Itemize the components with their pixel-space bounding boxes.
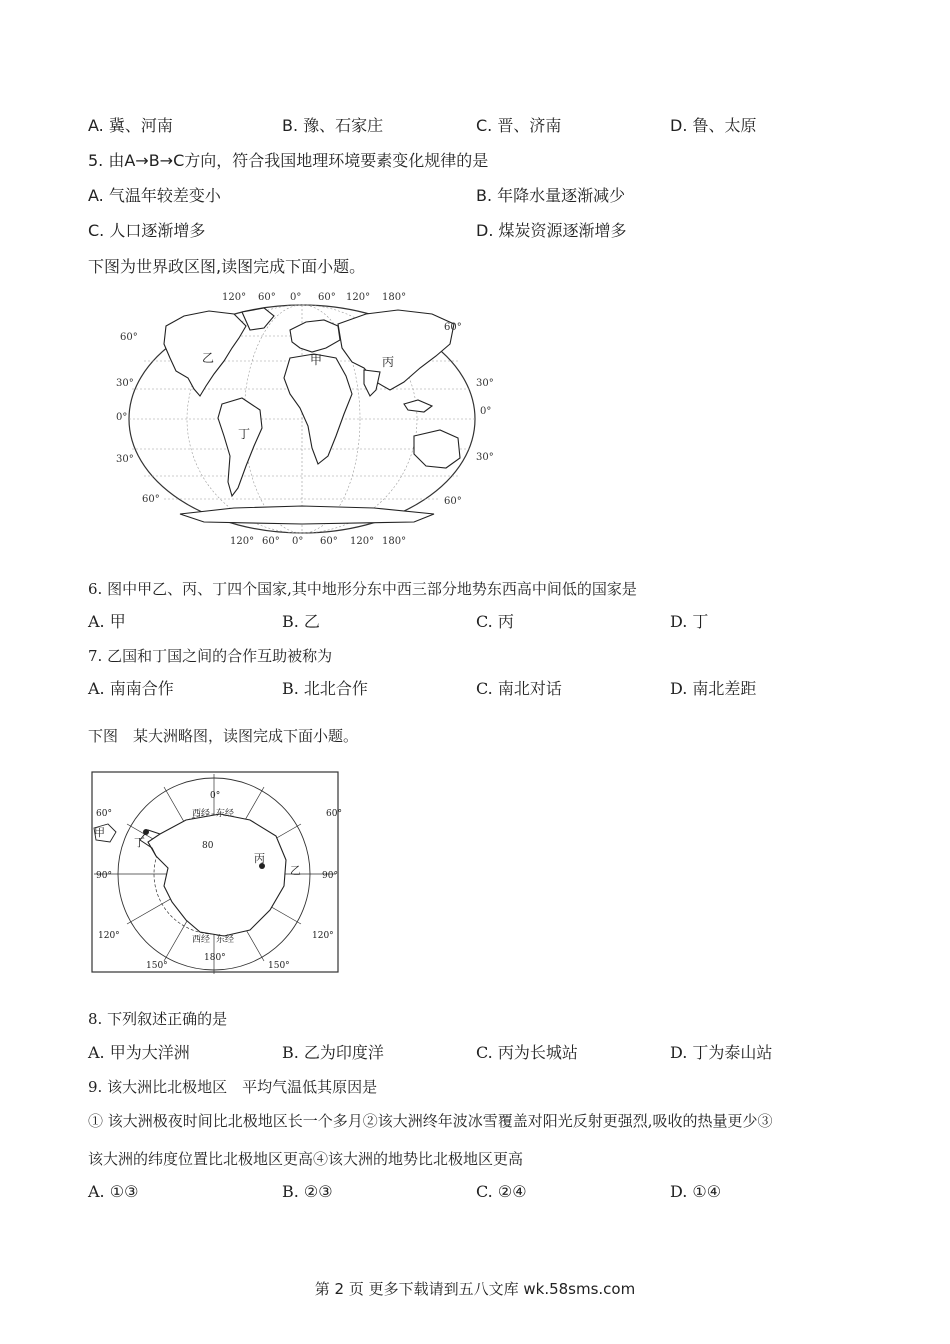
right-lat-label: 30° [476,452,494,463]
q8-option-b: B. 乙为印度洋 [282,1043,384,1062]
q9-statement-line-2: 该大洲的纬度位置比北极地区更高④该大洲的地势比北极地区更高 [88,1150,524,1168]
meridian-label: 90° [322,871,338,881]
q4-option-c: C. 晋、济南 [476,116,562,135]
q6-option-d: D. 丁 [670,612,709,631]
meridian-label: 180° [204,953,226,963]
q5-option-c: C. 人口逐渐增多 [88,221,206,240]
bottom-lon-label: 120° [350,536,375,547]
country-label-yi: 乙 [202,351,215,365]
top-lon-label: 120° [346,292,371,303]
country-label-ding: 丁 [238,427,251,441]
country-label-bing: 丙 [382,355,395,369]
place-label-yi: 乙 [290,864,301,877]
bottom-lon-label: 60° [262,536,280,547]
q4-option-a: A. 冀、河南 [88,116,173,135]
left-lat-label: 60° [142,494,160,505]
hemisphere-label: 西经 [192,935,211,945]
left-lat-label: 60° [120,332,138,343]
q9-statement-line-1: ① 该大洲极夜时间比北极地区长一个多月②该大洲终年波冰雪覆盖对阳光反射更强烈,吸收的热量更少③ [88,1112,773,1130]
meridian-label: 60° [326,809,342,819]
meridian-label: 0° [210,791,221,801]
q6-option-a: A. 甲 [88,612,126,631]
bottom-lon-label: 180° [382,536,407,547]
place-label-bing: 丙 [254,852,265,865]
q9-option-a: A. ①③ [88,1182,139,1201]
meridian-label: 150° [146,961,168,971]
page-footer: 第 2 页 更多下载请到五八文库 wk.58sms.com [314,1280,636,1298]
q4-option-d: D. 鲁、太原 [670,116,757,135]
meridian-label: 120° [312,931,334,941]
q6-stem: 6. 图中甲乙、丙、丁四个国家,其中地形分东中西三部分地势东西高中间低的国家是 [88,580,637,598]
q9-option-c: C. ②④ [476,1182,527,1201]
hemisphere-label: 东经 [216,809,235,819]
q9-option-d: D. ①④ [670,1182,722,1201]
left-lat-label: 30° [116,454,134,465]
top-lon-label: 120° [222,292,247,303]
right-lat-label: 60° [444,496,462,507]
q4-option-b: B. 豫、石家庄 [282,116,384,135]
q9-option-b: B. ②③ [282,1182,333,1201]
left-lat-label: 0° [116,412,128,423]
bottom-lon-label: 60° [320,536,338,547]
q7-stem: 7. 乙国和丁国之间的合作互助被称为 [88,647,333,665]
q9-stem: 9. 该大洲比北极地区 平均气温低其原因是 [88,1078,378,1096]
place-label-jia: 甲 [94,826,105,839]
right-lat-label: 0° [480,406,492,417]
hemisphere-label: 东经 [216,935,235,945]
q8-option-d: D. 丁为泰山站 [670,1043,773,1062]
top-lon-label: 60° [258,292,276,303]
meridian-label: 60° [96,809,112,819]
hemisphere-label: 西经 [192,809,211,819]
q5-option-b: B. 年降水量逐渐减少 [476,186,626,205]
top-lon-label: 180° [382,292,407,303]
continent-map-intro: 下图 某大洲略图，读图完成下面小题。 [88,727,359,745]
latitude-circle-label: 80 [202,841,214,851]
q6-option-b: B. 乙 [282,612,320,631]
antarctica-polar-map [90,770,342,976]
world-political-map [114,286,508,556]
q7-option-b: B. 北北合作 [282,679,368,698]
right-lat-label: 30° [476,378,494,389]
world-map-intro: 下图为世界政区图,读图完成下面小题。 [88,257,366,276]
top-lon-label: 60° [318,292,336,303]
left-lat-label: 30° [116,378,134,389]
q7-option-d: D. 南北差距 [670,679,757,698]
q8-option-a: A. 甲为大洋洲 [88,1043,190,1062]
place-label-ding: 丁 [134,836,145,849]
q5-option-d: D. 煤炭资源逐渐增多 [476,221,627,240]
meridian-label: 120° [98,931,120,941]
bottom-lon-label: 0° [292,536,304,547]
meridian-label: 150° [268,961,290,971]
bottom-lon-label: 120° [230,536,255,547]
q8-stem: 8. 下列叙述正确的是 [88,1010,228,1028]
right-lat-label: 60° [444,322,462,333]
q7-option-c: C. 南北对话 [476,679,562,698]
q5-option-a: A. 气温年较差变小 [88,186,221,205]
country-label-jia: 甲 [310,353,323,367]
q5-stem: 5. 由A→B→C方向，符合我国地理环境要素变化规律的是 [88,151,489,170]
q7-option-a: A. 南南合作 [88,679,174,698]
q8-option-c: C. 丙为长城站 [476,1043,578,1062]
q6-option-c: C. 丙 [476,612,514,631]
top-lon-label: 0° [290,292,302,303]
meridian-label: 90° [96,871,112,881]
